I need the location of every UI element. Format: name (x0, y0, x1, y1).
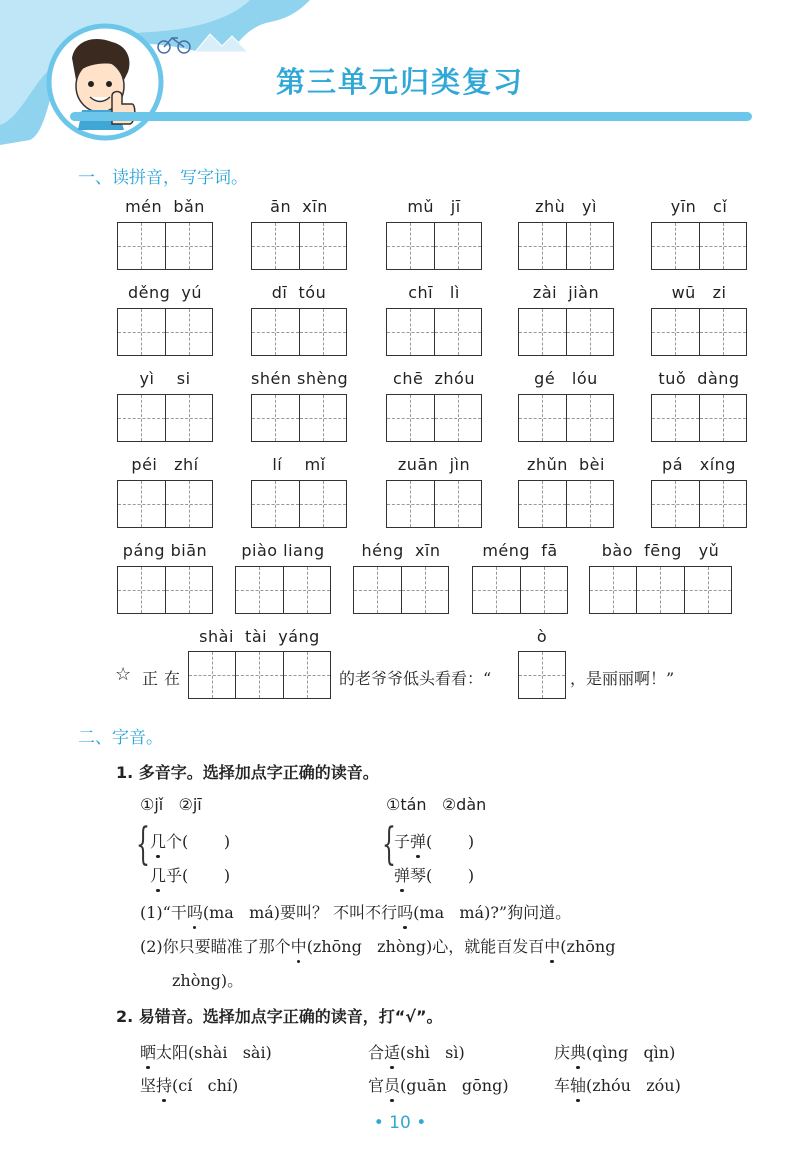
pinyin-label: gé lóu (534, 369, 598, 388)
star-icon: ☆ (115, 664, 132, 685)
choice-item: 坚持(cí chí) (140, 1073, 238, 1096)
choice-item: 合适(shì sì) (368, 1040, 465, 1063)
page-title: 第三单元归类复习 (275, 65, 524, 99)
pinyin-label: péi zhí (131, 455, 199, 474)
section1-title: 一、读拼音，写字词。 (78, 168, 248, 188)
pinyin-label: zài jiàn (532, 283, 600, 302)
pinyin-label: yì si (139, 369, 191, 388)
pinyin-label: tuǒ dàng (658, 369, 740, 388)
pinyin-label: mǔ jī (407, 197, 461, 216)
writing-grid[interactable] (589, 566, 732, 614)
writing-grid[interactable] (235, 566, 331, 614)
pinyin-label: chī lì (408, 283, 460, 302)
sentence-1: (1)“干吗(ma má)要叫？ 不叫不行吗(ma má)?”狗问道。 (140, 900, 571, 923)
question1-title: 1. 多音字。选择加点字正确的读音。 (116, 763, 379, 782)
page-number: • 10 • (373, 1113, 427, 1133)
word-b1: 子弹( ) (394, 829, 474, 852)
writing-grid[interactable] (251, 222, 347, 270)
writing-grid[interactable] (651, 480, 747, 528)
writing-grid[interactable] (251, 394, 347, 442)
pinyin-label: méng fā (482, 541, 558, 560)
writing-grid[interactable] (117, 222, 213, 270)
writing-grid[interactable] (117, 480, 213, 528)
choice-item: 晒太阳(shài sài) (140, 1040, 272, 1063)
pinyin-label: bào fēng yǔ (601, 541, 720, 560)
writing-grid[interactable] (251, 480, 347, 528)
pinyin-label: mén bǎn (125, 197, 205, 216)
writing-grid[interactable] (353, 566, 449, 614)
pinyin-label: ān xīn (270, 197, 328, 216)
writing-grid[interactable] (518, 308, 614, 356)
writing-grid[interactable] (386, 394, 482, 442)
writing-grid[interactable] (518, 222, 614, 270)
choice-item: 官员(guān gōng) (368, 1073, 509, 1096)
pinyin-label: zhǔn bèi (527, 455, 605, 474)
section2-title: 二、字音。 (78, 728, 163, 748)
writing-grid[interactable] (117, 308, 213, 356)
pinyin-label: páng biān (122, 541, 208, 560)
writing-grid[interactable] (188, 651, 331, 699)
options-b: ①tán ②dàn (386, 795, 487, 814)
writing-grid[interactable] (386, 308, 482, 356)
word-a1: 几个( ) (150, 829, 230, 852)
pinyin-label: piào liang (241, 541, 325, 560)
pinyin-label: zhù yì (535, 197, 597, 216)
question2-title: 2. 易错音。选择加点字正确的读音，打“√”。 (116, 1007, 443, 1026)
pinyin-label: shén shèng (251, 369, 349, 388)
pinyin-label: lí mǐ (272, 455, 326, 474)
writing-grid[interactable] (651, 394, 747, 442)
pinyin-label: wū zi (671, 283, 727, 302)
brace: { (136, 819, 150, 870)
word-a2: 几乎( ) (150, 863, 230, 886)
writing-grid[interactable] (472, 566, 568, 614)
writing-grid[interactable] (117, 566, 213, 614)
writing-grid[interactable] (518, 651, 566, 699)
pinyin-label: chē zhóu (393, 369, 475, 388)
sentence-2-cont: zhòng)。 (172, 971, 244, 990)
pinyin-label: pá xíng (662, 455, 736, 474)
pinyin-label: ò (536, 627, 548, 646)
brace: { (382, 819, 396, 870)
pinyin-label: yīn cǐ (670, 197, 728, 216)
pinyin-label: shài tài yáng (199, 627, 320, 646)
writing-grid[interactable] (651, 308, 747, 356)
writing-grid[interactable] (518, 480, 614, 528)
writing-grid[interactable] (386, 222, 482, 270)
writing-grid[interactable] (386, 480, 482, 528)
options-a: ①jǐ ②jī (140, 795, 202, 814)
title-underline (70, 112, 752, 121)
pinyin-label: děng yú (127, 283, 203, 302)
writing-grid[interactable] (518, 394, 614, 442)
writing-grid[interactable] (117, 394, 213, 442)
pinyin-label: zuān jìn (397, 455, 471, 474)
sentence-2: (2)你只要瞄准了那个中(zhōng zhòng)心，就能百发百中(zhōng (140, 934, 615, 957)
writing-grid[interactable] (651, 222, 747, 270)
choice-item: 车轴(zhóu zóu) (554, 1073, 681, 1096)
pinyin-label: dī tóu (271, 283, 327, 302)
choice-item: 庆典(qìng qìn) (554, 1040, 675, 1063)
sentence-suffix: ，是丽丽啊！” (570, 669, 675, 688)
sentence-prefix: 正在 (142, 669, 187, 688)
word-b2: 弹琴( ) (394, 863, 474, 886)
writing-grid[interactable] (251, 308, 347, 356)
sentence-middle: 的老爷爷低头看看：“ (339, 669, 492, 688)
pinyin-label: héng xīn (361, 541, 441, 560)
